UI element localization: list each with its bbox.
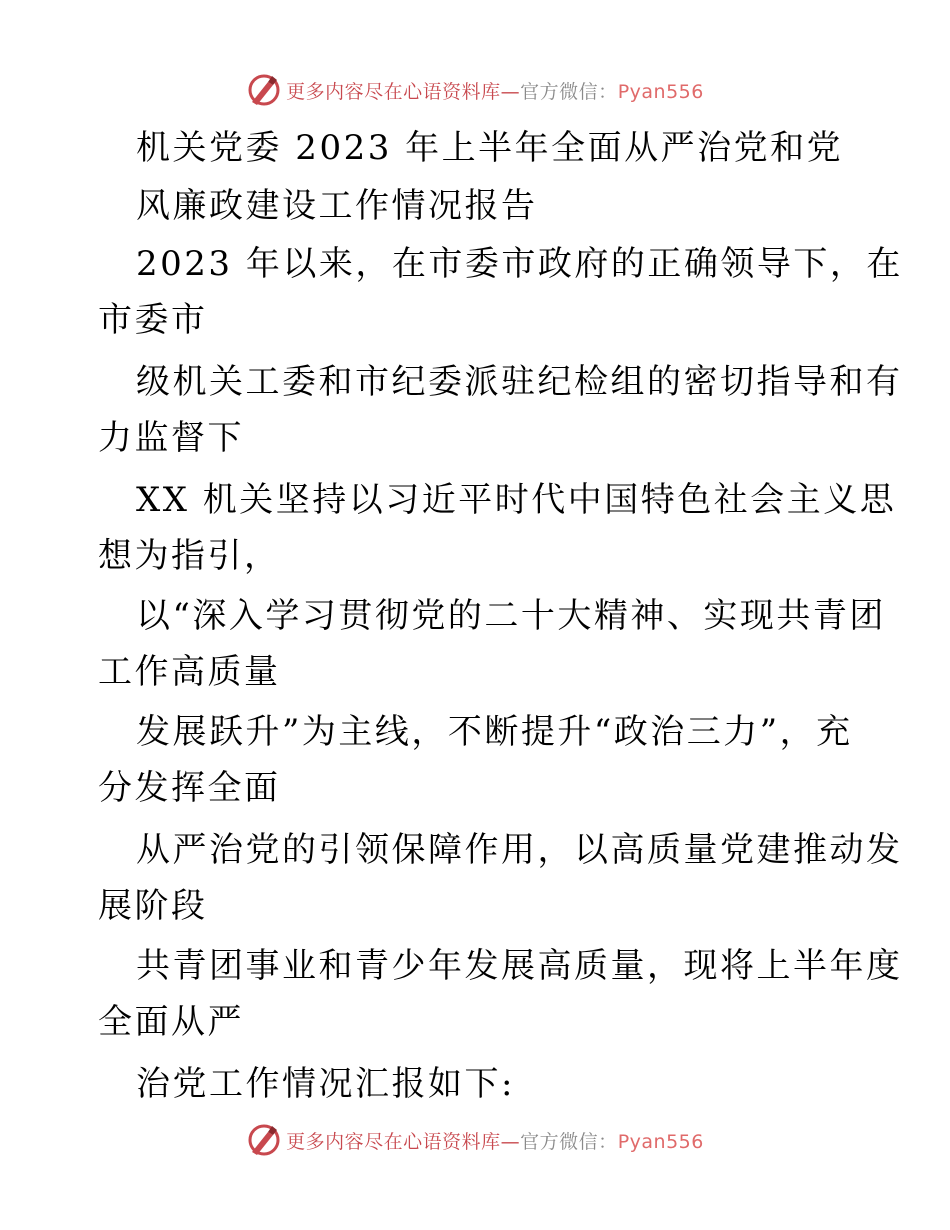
paragraph-line: 共青团事业和青少年发展高质量，现将上半年度 [136,946,903,986]
paragraph-line: 发展跃升”为主线，不断提升“政治三力”，充 [136,712,853,752]
paragraph-line: 2023 年以来，在市委市政府的正确领导下，在 [136,244,903,284]
paragraph-line: 治党工作情况汇报如下: [136,1064,515,1104]
paragraph-line: 分发挥全面 [98,768,281,808]
paragraph-line: 工作高质量 [98,652,281,692]
paragraph-line: 市委市 [98,300,208,340]
footer-watermark [0,1120,950,1160]
paragraph-line: 从严治党的引领保障作用，以高质量党建推动发 [136,830,903,870]
watermark-handle: Pyan556 [617,1130,704,1153]
watermark-text [286,1127,704,1154]
title-line-1: 机关党委 2023 年上半年全面从严治党和党 [136,128,844,168]
paragraph-line: 全面从严 [98,1002,244,1042]
paragraph-line: 以“深入学习贯彻党的二十大精神、实现共青团 [136,596,886,636]
title-line-2: 风廉政建设工作情况报告 [136,186,538,226]
watermark-handle: Pyan556 [617,80,704,103]
paragraph-line: 展阶段 [98,886,208,926]
pen-logo-icon [246,1122,282,1158]
watermark-main-text: 更多内容尽在心语资料库 [286,80,501,103]
paragraph-line: XX 机关坚持以习近平时代中国特色社会主义思 [136,480,897,520]
paragraph-line: 级机关工委和市纪委派驻纪检组的密切指导和有 [136,362,903,402]
watermark-dash: — [500,1130,521,1153]
paragraph-line: 力监督下 [98,418,244,458]
watermark-label: 官方微信： [520,80,618,103]
watermark-dash: — [500,80,521,103]
watermark-main-text: 更多内容尽在心语资料库 [286,1130,501,1153]
paragraph-line: 想为指引， [98,536,281,576]
watermark-label: 官方微信： [520,1130,618,1153]
